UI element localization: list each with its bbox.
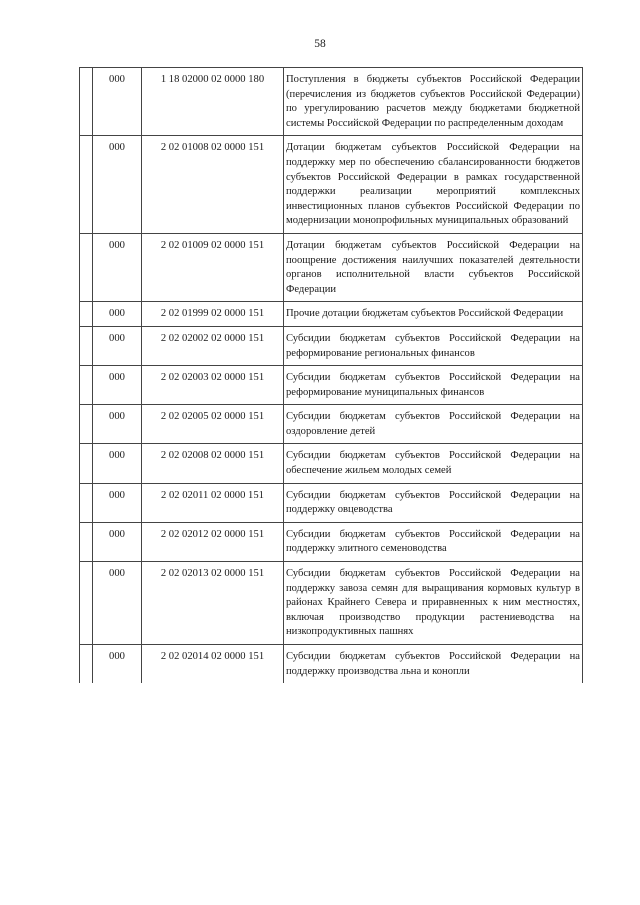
admin-code-cell: 000 xyxy=(93,645,142,684)
revenue-code-cell: 2 02 02012 02 0000 151 xyxy=(142,522,284,561)
revenue-code-cell: 2 02 02003 02 0000 151 xyxy=(142,366,284,405)
revenue-code-cell: 2 02 01009 02 0000 151 xyxy=(142,233,284,301)
table-row xyxy=(80,405,583,444)
revenue-name-cell: Субсидии бюджетам субъектов Российской Федерации на поддержку завоза семян для выращивания кормовых культур в районах Крайнего Севера и приравненных к ним местностях, включая производство продукции растениеводства на низкопродуктивных пашнях xyxy=(284,562,583,645)
revenue-code-cell: 2 02 02011 02 0000 151 xyxy=(142,483,284,522)
table-row xyxy=(80,483,583,522)
revenue-code-cell: 2 02 02013 02 0000 151 xyxy=(142,562,284,645)
table-row xyxy=(80,302,583,327)
table-row xyxy=(80,326,583,365)
revenue-name-cell: Субсидии бюджетам субъектов Российской Федерации на поддержку производства льна и конопли xyxy=(284,645,583,684)
revenue-code-cell: 2 02 02005 02 0000 151 xyxy=(142,405,284,444)
revenue-code-cell: 2 02 01999 02 0000 151 xyxy=(142,302,284,327)
revenue-name-cell: Субсидии бюджетам субъектов Российской Федерации на обеспечение жильем молодых семей xyxy=(284,444,583,483)
table-row xyxy=(80,366,583,405)
revenue-name-cell: Субсидии бюджетам субъектов Российской Федерации на реформирование муниципальных финансов xyxy=(284,366,583,405)
table-row xyxy=(80,444,583,483)
table-row xyxy=(80,522,583,561)
margin-cell xyxy=(80,562,93,645)
revenue-name-cell: Поступления в бюджеты субъектов Российской Федерации (перечисления из бюджетов субъектов Российской Федерации) по урегулированию расчетов между бюджетами бюджетной системы Российской Федерации по распределенным доходам xyxy=(284,68,583,136)
margin-cell xyxy=(80,645,93,684)
admin-code-cell: 000 xyxy=(93,68,142,136)
admin-code-cell: 000 xyxy=(93,326,142,365)
margin-cell xyxy=(80,483,93,522)
revenue-code-cell: 2 02 02008 02 0000 151 xyxy=(142,444,284,483)
admin-code-cell: 000 xyxy=(93,302,142,327)
revenue-name-cell: Субсидии бюджетам субъектов Российской Федерации на поддержку овцеводства xyxy=(284,483,583,522)
margin-cell xyxy=(80,302,93,327)
page-number: 58 xyxy=(314,38,326,50)
revenue-code-cell: 2 02 01008 02 0000 151 xyxy=(142,136,284,234)
revenue-name-cell: Субсидии бюджетам субъектов Российской Федерации на поддержку элитного семеноводства xyxy=(284,522,583,561)
revenue-name-cell: Субсидии бюджетам субъектов Российской Федерации на оздоровление детей xyxy=(284,405,583,444)
table-row xyxy=(80,136,583,234)
admin-code-cell: 000 xyxy=(93,522,142,561)
admin-code-cell: 000 xyxy=(93,405,142,444)
revenue-name-cell: Прочие дотации бюджетам субъектов Российской Федерации xyxy=(284,302,583,327)
table-row xyxy=(80,233,583,301)
admin-code-cell: 000 xyxy=(93,136,142,234)
margin-cell xyxy=(80,68,93,136)
admin-code-cell: 000 xyxy=(93,483,142,522)
table-row xyxy=(80,68,583,136)
margin-cell xyxy=(80,136,93,234)
admin-code-cell: 000 xyxy=(93,233,142,301)
revenue-name-cell: Субсидии бюджетам субъектов Российской Федерации на реформирование региональных финансов xyxy=(284,326,583,365)
revenue-code-cell: 2 02 02002 02 0000 151 xyxy=(142,326,284,365)
table-row xyxy=(80,562,583,645)
margin-cell xyxy=(80,444,93,483)
margin-cell xyxy=(80,326,93,365)
admin-code-cell: 000 xyxy=(93,366,142,405)
margin-cell xyxy=(80,366,93,405)
margin-cell xyxy=(80,522,93,561)
revenue-name-cell: Дотации бюджетам субъектов Российской Федерации на поддержку мер по обеспечению сбалансированности бюджетов субъектов Российской Федерации в рамках государственной поддержки реализации мероприятий комплексных инвестиционных планов субъектов Российской Федерации по модернизации монопрофильных муниципальных образований xyxy=(284,136,583,234)
table-body xyxy=(80,68,583,684)
table-row xyxy=(80,645,583,684)
margin-cell xyxy=(80,405,93,444)
admin-code-cell: 000 xyxy=(93,444,142,483)
revenue-code-cell: 2 02 02014 02 0000 151 xyxy=(142,645,284,684)
revenue-name-cell: Дотации бюджетам субъектов Российской Федерации на поощрение достижения наилучших показателей деятельности органов исполнительной власти субъектов Российской Федерации xyxy=(284,233,583,301)
admin-code-cell: 000 xyxy=(93,562,142,645)
revenue-codes-table xyxy=(79,67,583,683)
revenue-code-cell: 1 18 02000 02 0000 180 xyxy=(142,68,284,136)
margin-cell xyxy=(80,233,93,301)
